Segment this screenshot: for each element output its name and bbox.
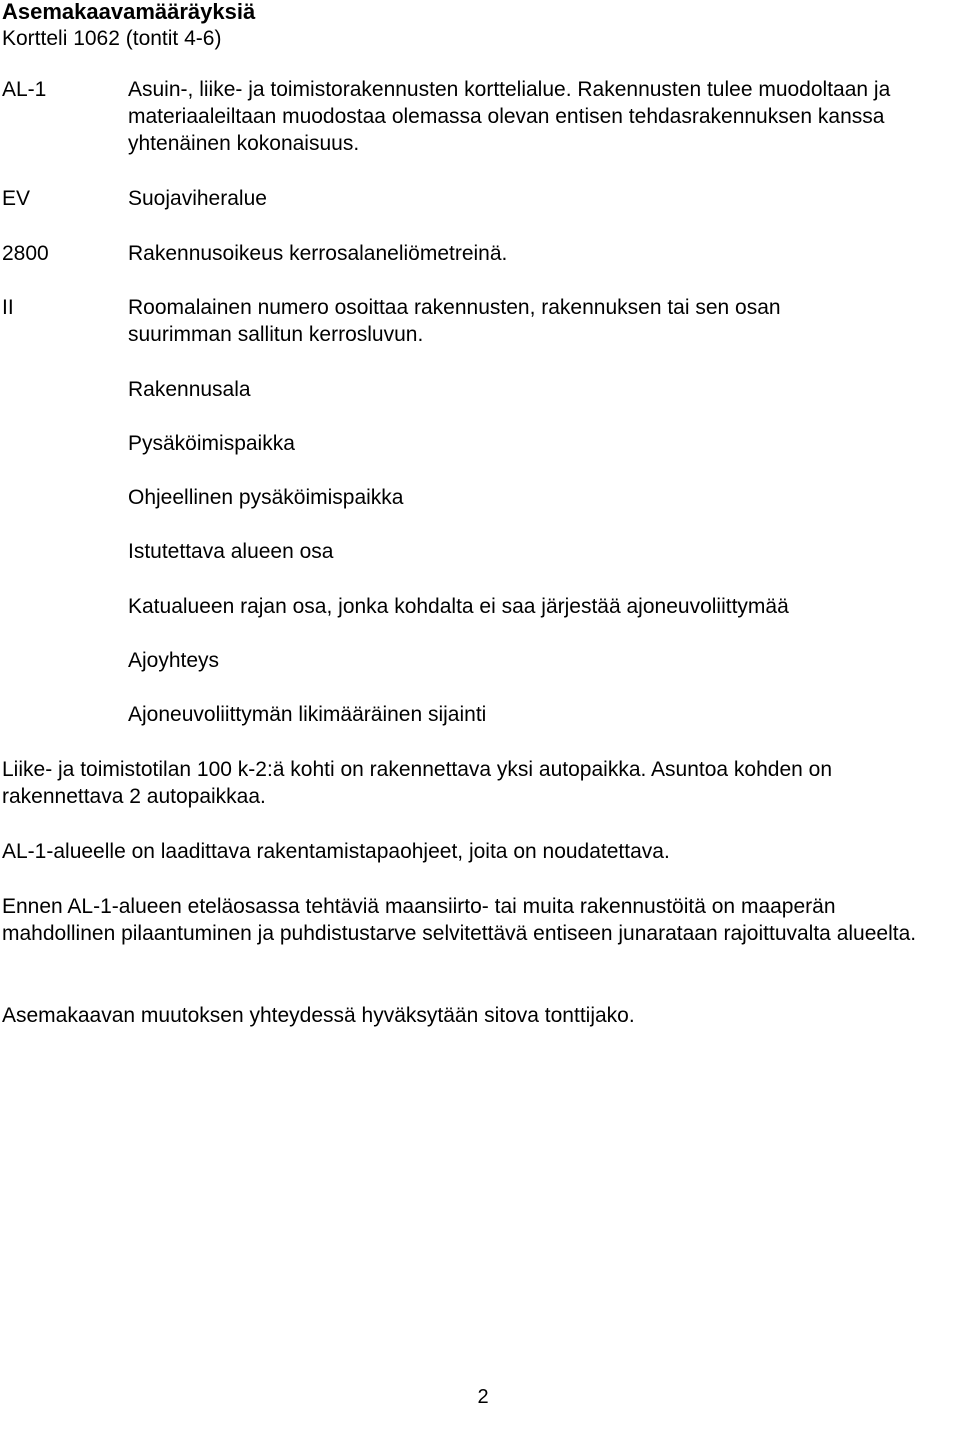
regulation-text: Ohjeellinen pysäköimispaikka: [128, 486, 404, 509]
regulation-text: Istutettava alueen osa: [128, 540, 334, 563]
regulation-text: Ajoyhteys: [128, 649, 220, 672]
page-number: 2: [477, 1386, 489, 1408]
paragraph-autopaikat: Liike- ja toimistotilan 100 k-2:ä kohti on rakennettava yksi autopaikka. Asuntoa kohden on rakennettava 2 autopaikkaa.: [2, 758, 833, 808]
regulation-code: AL-1: [2, 78, 47, 101]
regulation-text: Katualueen rajan osa, jonka kohdalta ei saa järjestää ajoneuvoliittymää: [128, 595, 789, 618]
regulation-text: Rakennusoikeus kerrosalaneliömetreinä.: [128, 242, 508, 265]
document-title: Asemakaavamääräyksiä: [2, 0, 256, 24]
paragraph-maaperan-pilaantuminen: Ennen AL-1-alueen eteläosassa tehtäviä maansiirto- tai muita rakennustöitä on maaperän mahdollinen pilaantuminen ja puhdistustarve selvitettävä entiseen junarataan rajoittuvalta alueelta.: [2, 895, 917, 945]
regulation-text: Pysäköimispaikka: [128, 432, 295, 455]
regulation-text: Rakennusala: [128, 378, 251, 401]
regulation-text: Suojaviheralue: [128, 187, 267, 210]
regulation-code: II: [2, 296, 14, 319]
paragraph-rakentamistapaohjeet: AL-1-alueelle on laadittava rakentamistapaohjeet, joita on noudatettava.: [2, 840, 670, 863]
regulation-text: Ajoneuvoliittymän likimääräinen sijainti: [128, 703, 487, 726]
regulation-text: Asuin-, liike- ja toimistorakennusten korttelialue. Rakennusten tulee muodoltaan ja materiaaleiltaan muodostaa olemassa olevan entisen tehdasrakennuksen kanssa yhtenäinen kokonaisuus.: [128, 78, 891, 155]
regulation-text: Roomalainen numero osoittaa rakennusten, rakennuksen tai sen osan suurimman sallitun kerrosluvun.: [128, 296, 781, 346]
regulation-code: 2800: [2, 242, 49, 265]
paragraph-tonttijako: Asemakaavan muutoksen yhteydessä hyväksytään sitova tonttijako.: [2, 1004, 635, 1027]
document-subtitle: Kortteli 1062 (tontit 4-6): [2, 27, 222, 50]
regulation-code: EV: [2, 187, 31, 210]
